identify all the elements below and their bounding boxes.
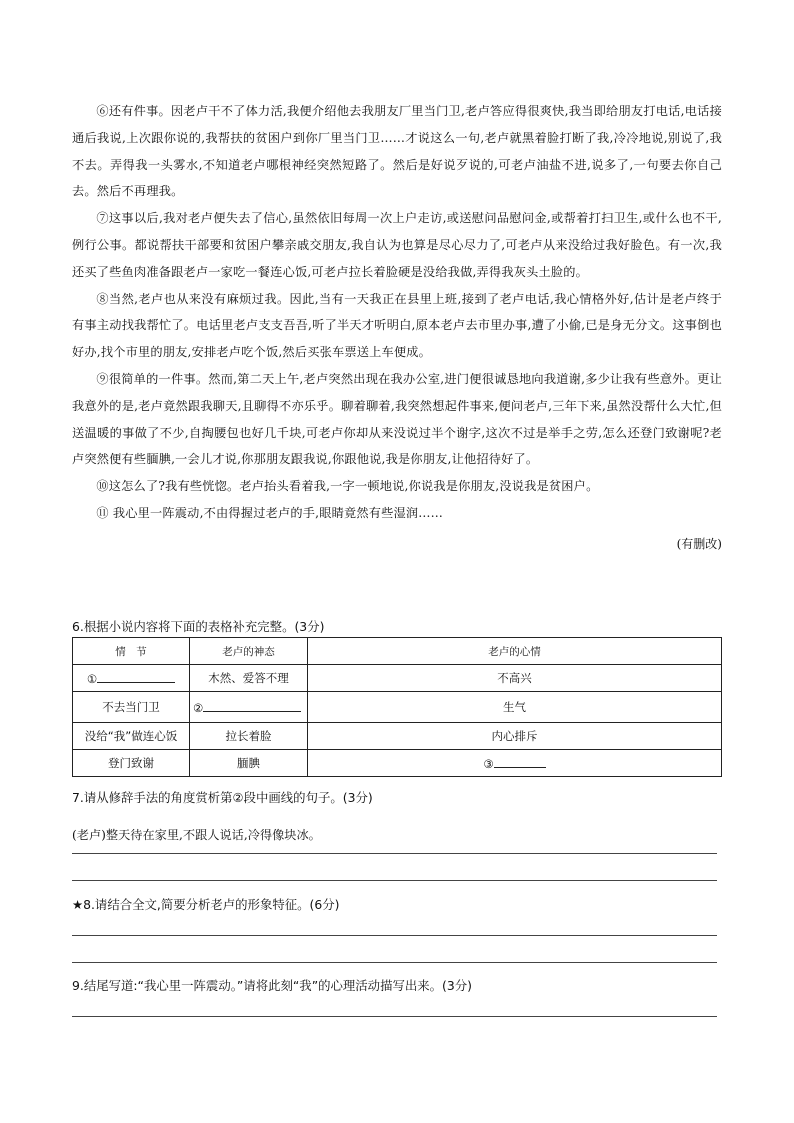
paragraph-8: ⑧当然,老卢也从来没有麻烦过我。因此,当有一天我正在县里上班,接到了老卢电话,我心情格外好,估计是老卢终于有事主动找我帮忙了。电话里老卢支支吾吾,听了半天才听明白,原本老卢去市里办事,遭了小偷,已是身无分文。这事倒也好办,找个市里的朋友,安排老卢吃个饭,然后买张车票送上车便成。 [72,291,722,360]
answer-line[interactable] [72,880,717,881]
table-cell-blank-2[interactable]: ② [190,692,308,723]
table-cell: 生气 [308,692,722,723]
paragraph-11: ⑪ 我心里一阵震动,不由得握过老卢的手,眼睛竟然有些湿润…… [96,505,444,520]
table-cell: 不高兴 [308,665,722,692]
table-cell: 木然、爱答不理 [190,665,308,692]
answer-line[interactable] [72,962,717,963]
answer-line[interactable] [72,1016,717,1017]
plot-table [72,637,722,777]
header-mood: 老卢的心情 [308,638,722,665]
table-cell: 登门致谢 [73,750,190,777]
table-cell-blank-1[interactable]: ① [73,665,190,692]
paragraph-9: ⑨很简单的一件事。然而,第二天上午,老卢突然出现在我办公室,进门便很诚恳地向我道谢,多少让我有些意外。更让我意外的是,老卢竟然跟我聊天,且聊得不亦乐乎。聊着聊着,我突然想起件事来,便问老卢,三年下来,虽然没帮什么大忙,但送温暖的事做了不少,自掏腰包也好几千块,可老卢你却从来没说过半个谢字,这次不过是举手之劳,怎么还登门致谢呢?老卢突然便有些腼腆,一会儿才说,你那朋友跟我说,你跟他说,我是你朋友,让他招待好了。 [72,371,722,467]
source-note: (有删改) [676,536,722,551]
table-cell: 拉长着脸 [190,723,308,750]
paragraph-6: ⑥还有件事。因老卢干不了体力活,我便介绍他去我朋友厂里当门卫,老卢答应得很爽快,我当即给朋友打电话,电话接通后我说,上次跟你说的,我帮扶的贫困户到你厂里当门卫……才说这么一句,老卢就黑着脸打断了我,冷冷地说,别说了,我不去。弄得我一头雾水,不知道老卢哪根神经突然短路了。然后是好说歹说的,可老卢油盐不进,说多了,一句要去你自己去。然后不再理我。 [72,104,722,199]
paragraph-7: ⑦这事以后,我对老卢便失去了信心,虽然依旧每周一次上户走访,或送慰问品慰问金,或帮着打扫卫生,或什么也不干,例行公事。都说帮扶干部要和贫困户攀亲戚交朋友,我自认为也算是尽心尽力了,可老卢从来没给过我好脸色。有一次,我还买了些鱼肉准备跟老卢一家吃一餐连心饭,可老卢拉长着脸硬是没给我做,弄得我灰头土脸的。 [72,211,722,279]
question-6: 6.根据小说内容将下面的表格补充完整。(3分) [72,619,325,634]
header-expression: 老卢的神态 [190,638,308,665]
table-cell: 不去当门卫 [73,692,190,723]
table-cell: 腼腆 [190,750,308,777]
answer-line[interactable] [72,935,717,936]
table-cell: 没给“我”做连心饭 [73,723,190,750]
question-7-quote: (老卢)整天待在家里,不跟人说话,冷得像块冰。 [72,828,321,843]
answer-line[interactable] [72,853,717,854]
paragraph-10: ⑩这怎么了?我有些恍惚。老卢抬头看着我,一字一顿地说,你说我是你朋友,没说我是贫困户。 [96,479,599,494]
question-8: ★8.请结合全文,简要分析老卢的形象特征。(6分) [72,897,340,912]
table-cell: 内心排斥 [308,723,722,750]
passage [72,98,722,555]
question-9: 9.结尾写道:“我心里一阵震动。”请将此刻“我”的心理活动描写出来。(3分) [72,978,472,993]
header-plot: 情 节 [73,638,190,665]
table-cell-blank-3[interactable]: ③ [308,750,722,777]
question-7: 7.请从修辞手法的角度赏析第②段中画线的句子。(3分) [72,790,373,805]
